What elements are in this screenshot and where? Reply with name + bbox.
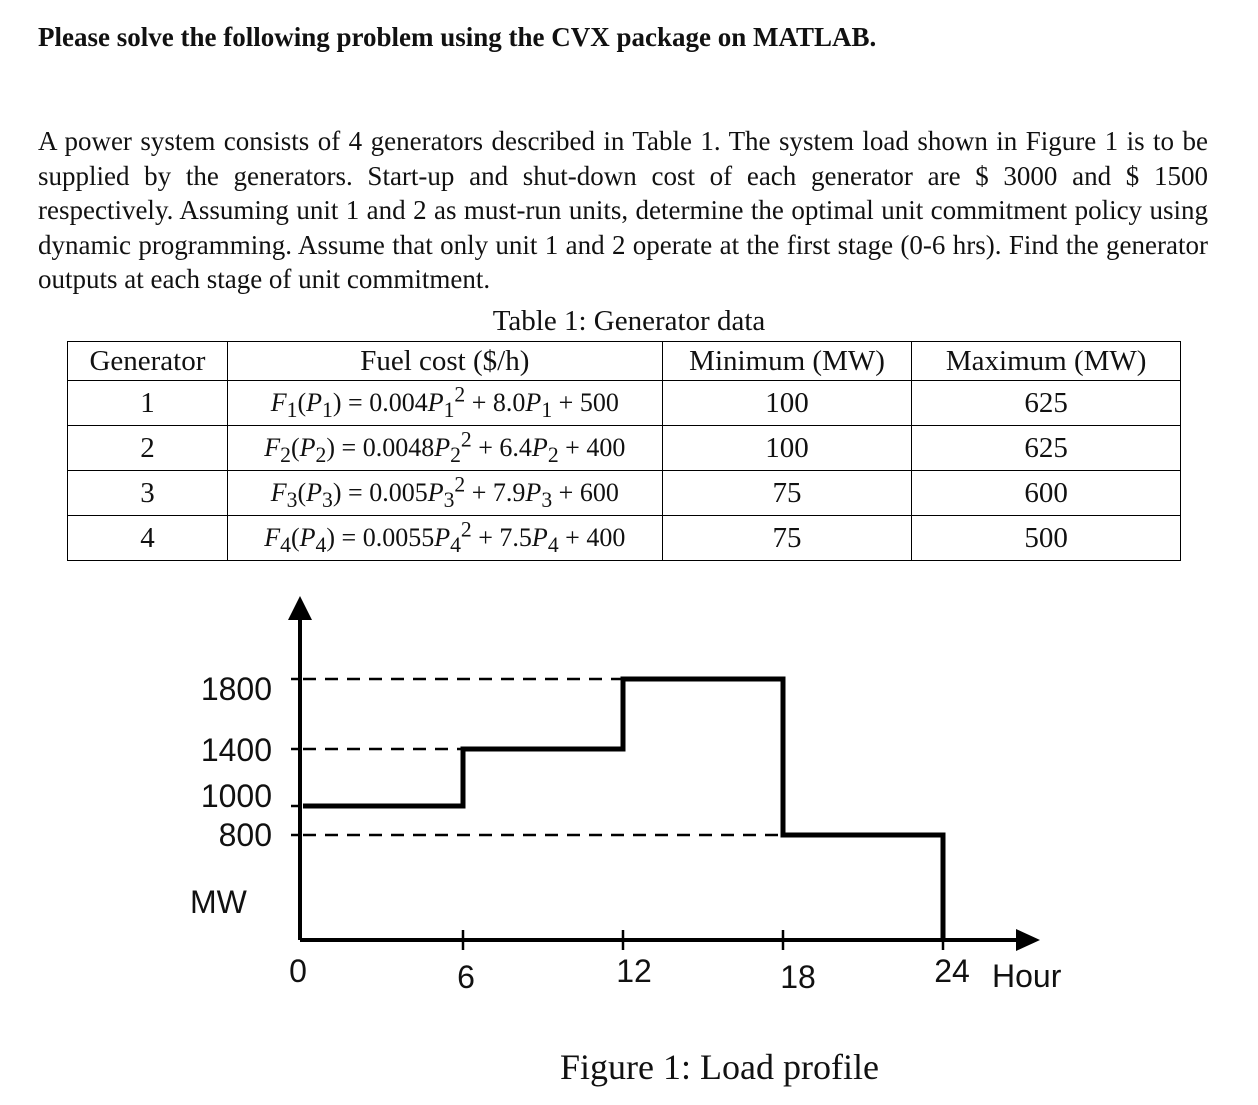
table-caption: Table 1: Generator data xyxy=(492,305,766,337)
y-tick-label: 1400 xyxy=(200,732,272,768)
equation-subscript: 3 xyxy=(443,488,455,513)
maximum-mw: 600 xyxy=(1024,476,1068,509)
x-tick-label: 6 xyxy=(457,959,475,995)
cell-maximum xyxy=(912,516,1181,561)
header-generator: Generator xyxy=(68,342,228,381)
figure-caption: Figure 1: Load profile xyxy=(560,1047,879,1087)
minimum-mw: 100 xyxy=(765,386,809,419)
chart-series xyxy=(303,679,943,940)
equation-subscript: 2 xyxy=(450,443,461,468)
equation-coef-c: 400 xyxy=(586,523,626,553)
equation-subscript: 3 xyxy=(286,488,298,513)
problem-heading: Please solve the following problem using the CVX package on MATLAB. xyxy=(38,22,877,52)
cell-maximum xyxy=(912,381,1181,426)
x-axis-arrow-icon xyxy=(1016,929,1040,951)
table-row xyxy=(68,471,1181,516)
table-row xyxy=(68,381,1181,426)
cell-fuel-cost xyxy=(227,471,662,516)
x-tick-label: 24 xyxy=(934,953,970,989)
generator-number: 1 xyxy=(140,386,155,419)
equation-coef-b: 7.5 xyxy=(499,523,532,553)
equation-subscript: 4 xyxy=(280,533,291,558)
minimum-mw: 100 xyxy=(765,431,809,464)
equation-function: F xyxy=(270,478,287,508)
equation-coef-a: 0.0048 xyxy=(362,433,435,463)
cell-minimum xyxy=(662,516,912,561)
cell-fuel-cost xyxy=(227,426,662,471)
y-axis-label: MW xyxy=(190,884,247,920)
cell-generator xyxy=(68,426,228,471)
table-body xyxy=(68,381,1181,561)
equation-subscript: 2 xyxy=(315,443,327,468)
load-profile-chart xyxy=(0,590,1258,1040)
header-minimum: Minimum (MW) xyxy=(662,342,912,381)
maximum-mw: 500 xyxy=(1024,521,1068,554)
generator-number: 4 xyxy=(140,521,155,554)
equation-function: F xyxy=(270,388,287,418)
equation-coef-a: 0.0055 xyxy=(362,523,435,553)
table-row xyxy=(68,426,1181,471)
equation-subscript: 4 xyxy=(315,533,327,558)
y-axis-arrow-icon xyxy=(288,596,312,620)
y-tick-label: 1000 xyxy=(200,778,272,814)
fuel-cost-equation: $F_2(P_2) = 0.0048P_2^2 + 6.4P_2 + 400$ xyxy=(264,427,626,468)
header-fuel-cost: Fuel cost ($/h) xyxy=(227,342,662,381)
table-row xyxy=(68,516,1181,561)
chart-dashed-guides xyxy=(303,679,783,835)
cell-minimum xyxy=(662,381,912,426)
equation-subscript: 2 xyxy=(547,443,559,468)
problem-text: A power system consists of 4 generators described in Table 1. The system load shown in Figure 1 is to be supplied by the generators. Start-up and shut-down cost of each generator are $ 3000 and $ 1500 respectively. Assuming unit 1 and 2 as must-run units, determine the optimal unit commitment policy using dynamic programming. Assume that only unit 1 and 2 operate at the first stage (0-6 hrs). Find the generator outputs at each stage of unit commitment. xyxy=(38,126,1208,294)
maximum-mw: 625 xyxy=(1024,431,1068,464)
load-step-line xyxy=(303,679,943,940)
cell-generator xyxy=(68,381,228,426)
equation-function: F xyxy=(264,523,281,553)
equation-subscript: 1 xyxy=(322,398,333,423)
chart-axes xyxy=(288,596,1040,951)
table-header-row xyxy=(68,342,1181,381)
equation-subscript: 1 xyxy=(541,398,553,423)
cell-minimum xyxy=(662,471,912,516)
x-tick-label: 12 xyxy=(616,953,652,989)
equation-coef-a: 0.005 xyxy=(369,478,428,508)
generator-number: 3 xyxy=(140,476,155,509)
equation-coef-b: 6.4 xyxy=(499,433,532,463)
equation-coef-c: 600 xyxy=(579,478,619,508)
y-tick-label: 800 xyxy=(218,817,272,853)
equation-subscript: 1 xyxy=(286,398,298,423)
equation-coef-c: 400 xyxy=(586,433,626,463)
fuel-cost-equation: $F_1(P_1) = 0.004P_1^2 + 8.0P_1 + 500$ xyxy=(270,382,619,423)
equation-subscript: 1 xyxy=(443,398,455,423)
equation-subscript: 3 xyxy=(541,488,553,513)
equation-subscript: 2 xyxy=(280,443,291,468)
minimum-mw: 75 xyxy=(772,476,802,509)
maximum-mw: 625 xyxy=(1024,386,1068,419)
generator-number: 2 xyxy=(140,431,155,464)
equation-function: F xyxy=(264,433,281,463)
problem-statement xyxy=(38,124,1208,297)
x-tick-label: 18 xyxy=(780,959,816,995)
cell-maximum xyxy=(912,471,1181,516)
cell-generator xyxy=(68,516,228,561)
equation-coef-c: 500 xyxy=(579,388,619,418)
y-tick-label: 1800 xyxy=(200,671,272,707)
cell-fuel-cost xyxy=(227,516,662,561)
generator-data-table xyxy=(67,341,1181,561)
equation-subscript: 4 xyxy=(547,533,559,558)
equation-coef-a: 0.004 xyxy=(369,388,428,418)
x-tick-label: 0 xyxy=(289,953,307,989)
equation-subscript: 3 xyxy=(322,488,333,513)
cell-fuel-cost xyxy=(227,381,662,426)
equation-coef-b: 7.9 xyxy=(492,478,526,508)
cell-maximum xyxy=(912,426,1181,471)
cell-minimum xyxy=(662,426,912,471)
equation-subscript: 4 xyxy=(450,533,461,558)
x-axis-label: Hour xyxy=(992,958,1062,994)
fuel-cost-equation: $F_4(P_4) = 0.0055P_4^2 + 7.5P_4 + 400$ xyxy=(264,517,626,558)
header-maximum: Maximum (MW) xyxy=(912,342,1181,381)
minimum-mw: 75 xyxy=(772,521,802,554)
cell-generator xyxy=(68,471,228,516)
fuel-cost-equation: $F_3(P_3) = 0.005P_3^2 + 7.9P_3 + 600$ xyxy=(270,472,619,513)
equation-coef-b: 8.0 xyxy=(492,388,526,418)
